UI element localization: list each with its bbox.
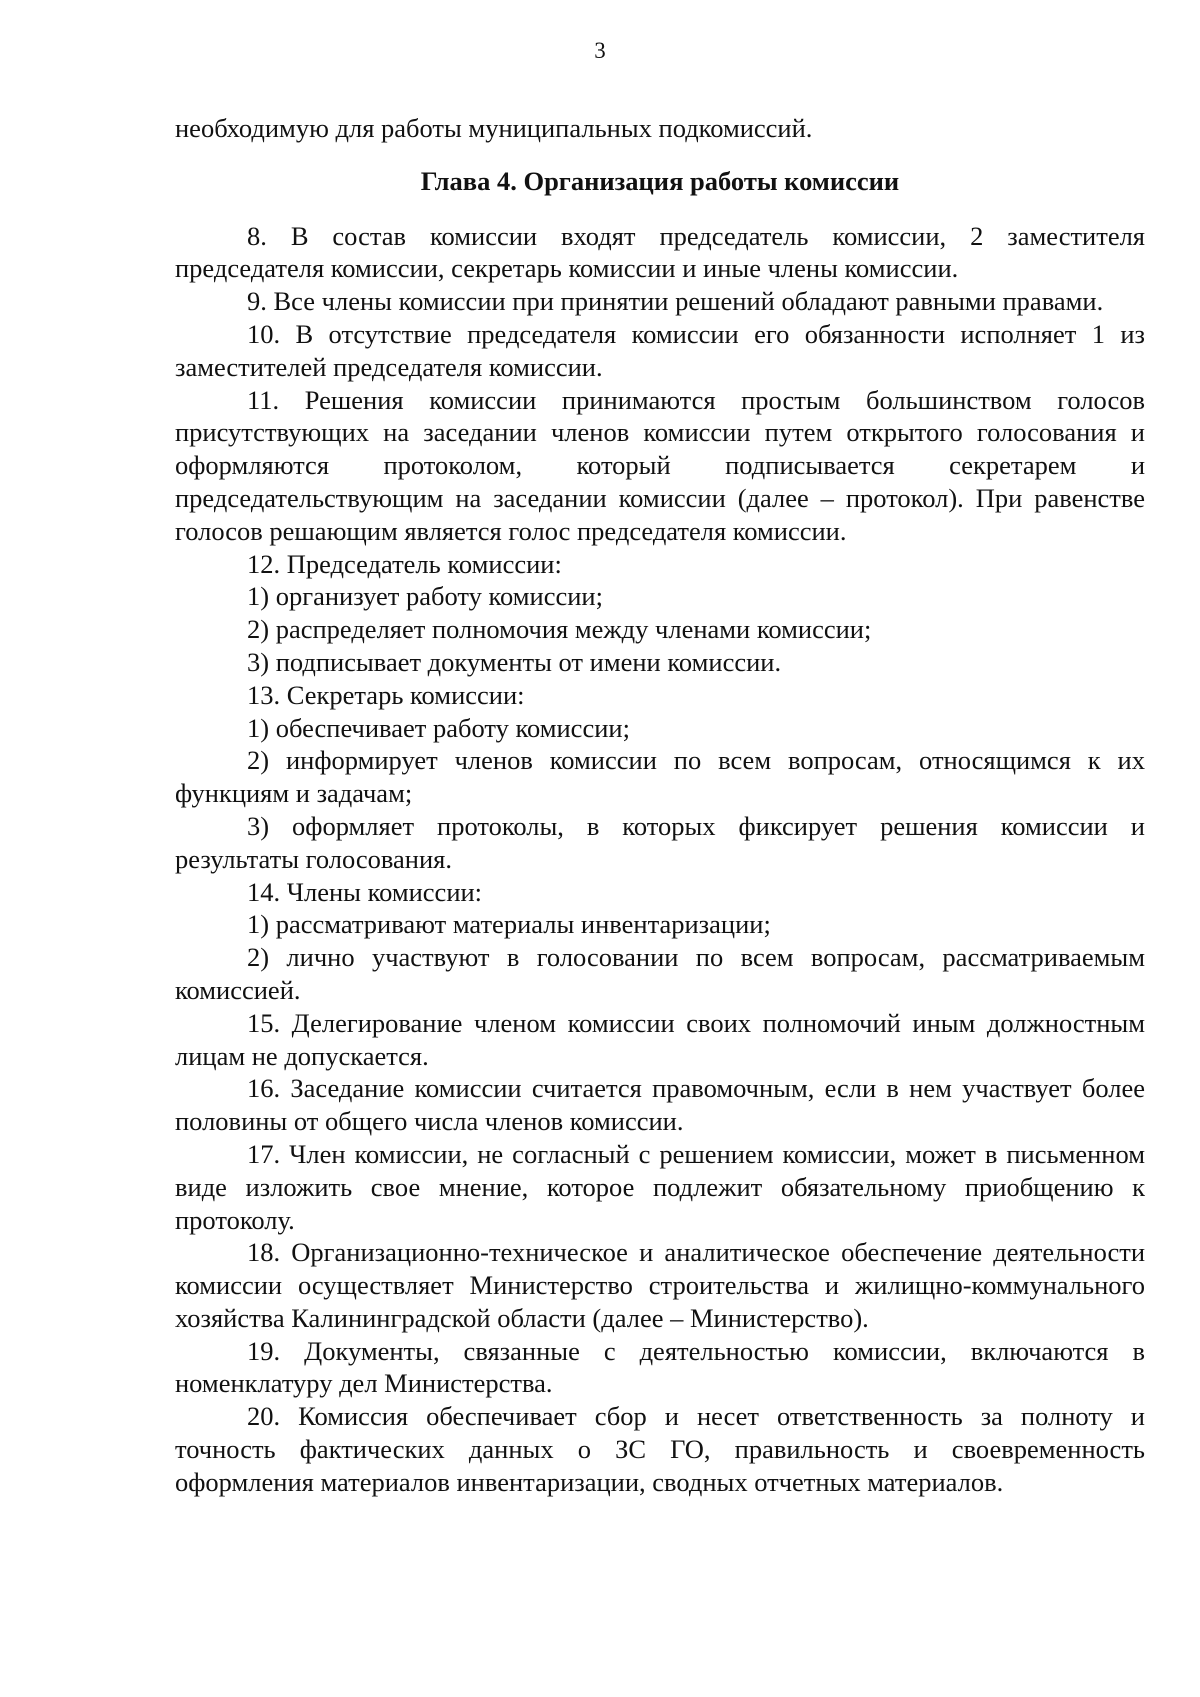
list-item-13-3: 3) оформляет протоколы, в которых фиксирует решения комиссии и результаты голосования. <box>175 810 1145 874</box>
paragraph-13: 13. Секретарь комиссии: <box>247 679 525 710</box>
chapter-heading: Глава 4. Организация работы комиссии <box>420 165 900 196</box>
paragraph-12: 12. Председатель комиссии: <box>247 548 562 579</box>
paragraph-10: 10. В отсутствие председателя комиссии его обязанности исполняет 1 из заместителей председателя комиссии. <box>175 318 1145 382</box>
list-item-13-2: 2) информирует членов комиссии по всем вопросам, относящимся к их функциям и задачам; <box>175 745 1145 809</box>
paragraph-8: 8. В состав комиссии входят председатель комиссии, 2 заместителя председателя комиссии, секретарь комиссии и иные члены комиссии. <box>175 220 1145 284</box>
paragraph-15: 15. Делегирование членом комиссии своих полномочий иным должностным лицам не допускается. <box>175 1007 1145 1071</box>
paragraph-11: 11. Решения комиссии принимаются простым большинством голосов присутствующих на заседании членов комиссии путем открытого голосования и оформляются протоколом, который подписывается секретарем и председательствующим на заседании комиссии (далее – протокол). При равенстве голосов решающим является голос председателя комиссии. <box>175 384 1145 546</box>
paragraph-14: 14. Члены комиссии: <box>247 876 483 907</box>
paragraph-19: 19. Документы, связанные с деятельностью комиссии, включаются в номенклатуру дел Министерства. <box>175 1335 1145 1399</box>
paragraph-17: 17. Член комиссии, не согласный с решением комиссии, может в письменном виде изложить свое мнение, которое подлежит обязательному приобщению к протоколу. <box>175 1138 1145 1235</box>
document-body <box>175 112 1145 1499</box>
list-item-14-1: 1) рассматривают материалы инвентаризации; <box>247 909 771 940</box>
continuation-text: необходимую для работы муниципальных подкомиссий. <box>175 113 813 143</box>
list-item-12-3: 3) подписывает документы от имени комиссии. <box>247 646 782 677</box>
paragraph-9: 9. Все члены комиссии при принятии решений обладают равными правами. <box>247 286 1104 317</box>
list-item-14-2: 2) лично участвуют в голосовании по всем вопросам, рассматриваемым комиссией. <box>175 942 1145 1005</box>
paragraph-18: 18. Организационно-техническое и аналитическое обеспечение деятельности комиссии осуществляет Министерство строительства и жилищно-коммунального хозяйства Калининградской области (далее – Министерство). <box>175 1237 1145 1333</box>
list-item-12-1: 1) организует работу комиссии; <box>247 581 603 612</box>
list-item-12-2: 2) распределяет полномочия между членами комиссии; <box>247 614 872 645</box>
page-number: 3 <box>594 38 606 63</box>
paragraph-16: 16. Заседание комиссии считается правомочным, если в нем участвует более половины от общего числа членов комиссии. <box>175 1073 1145 1137</box>
list-item-13-1: 1) обеспечивает работу комиссии; <box>247 712 630 743</box>
paragraph-20: 20. Комиссия обеспечивает сбор и несет ответственность за полноту и точность фактических данных о ЗС ГО, правильность и своевременность оформления материалов инвентаризации, сводных отчетных материалов. <box>175 1401 1145 1497</box>
